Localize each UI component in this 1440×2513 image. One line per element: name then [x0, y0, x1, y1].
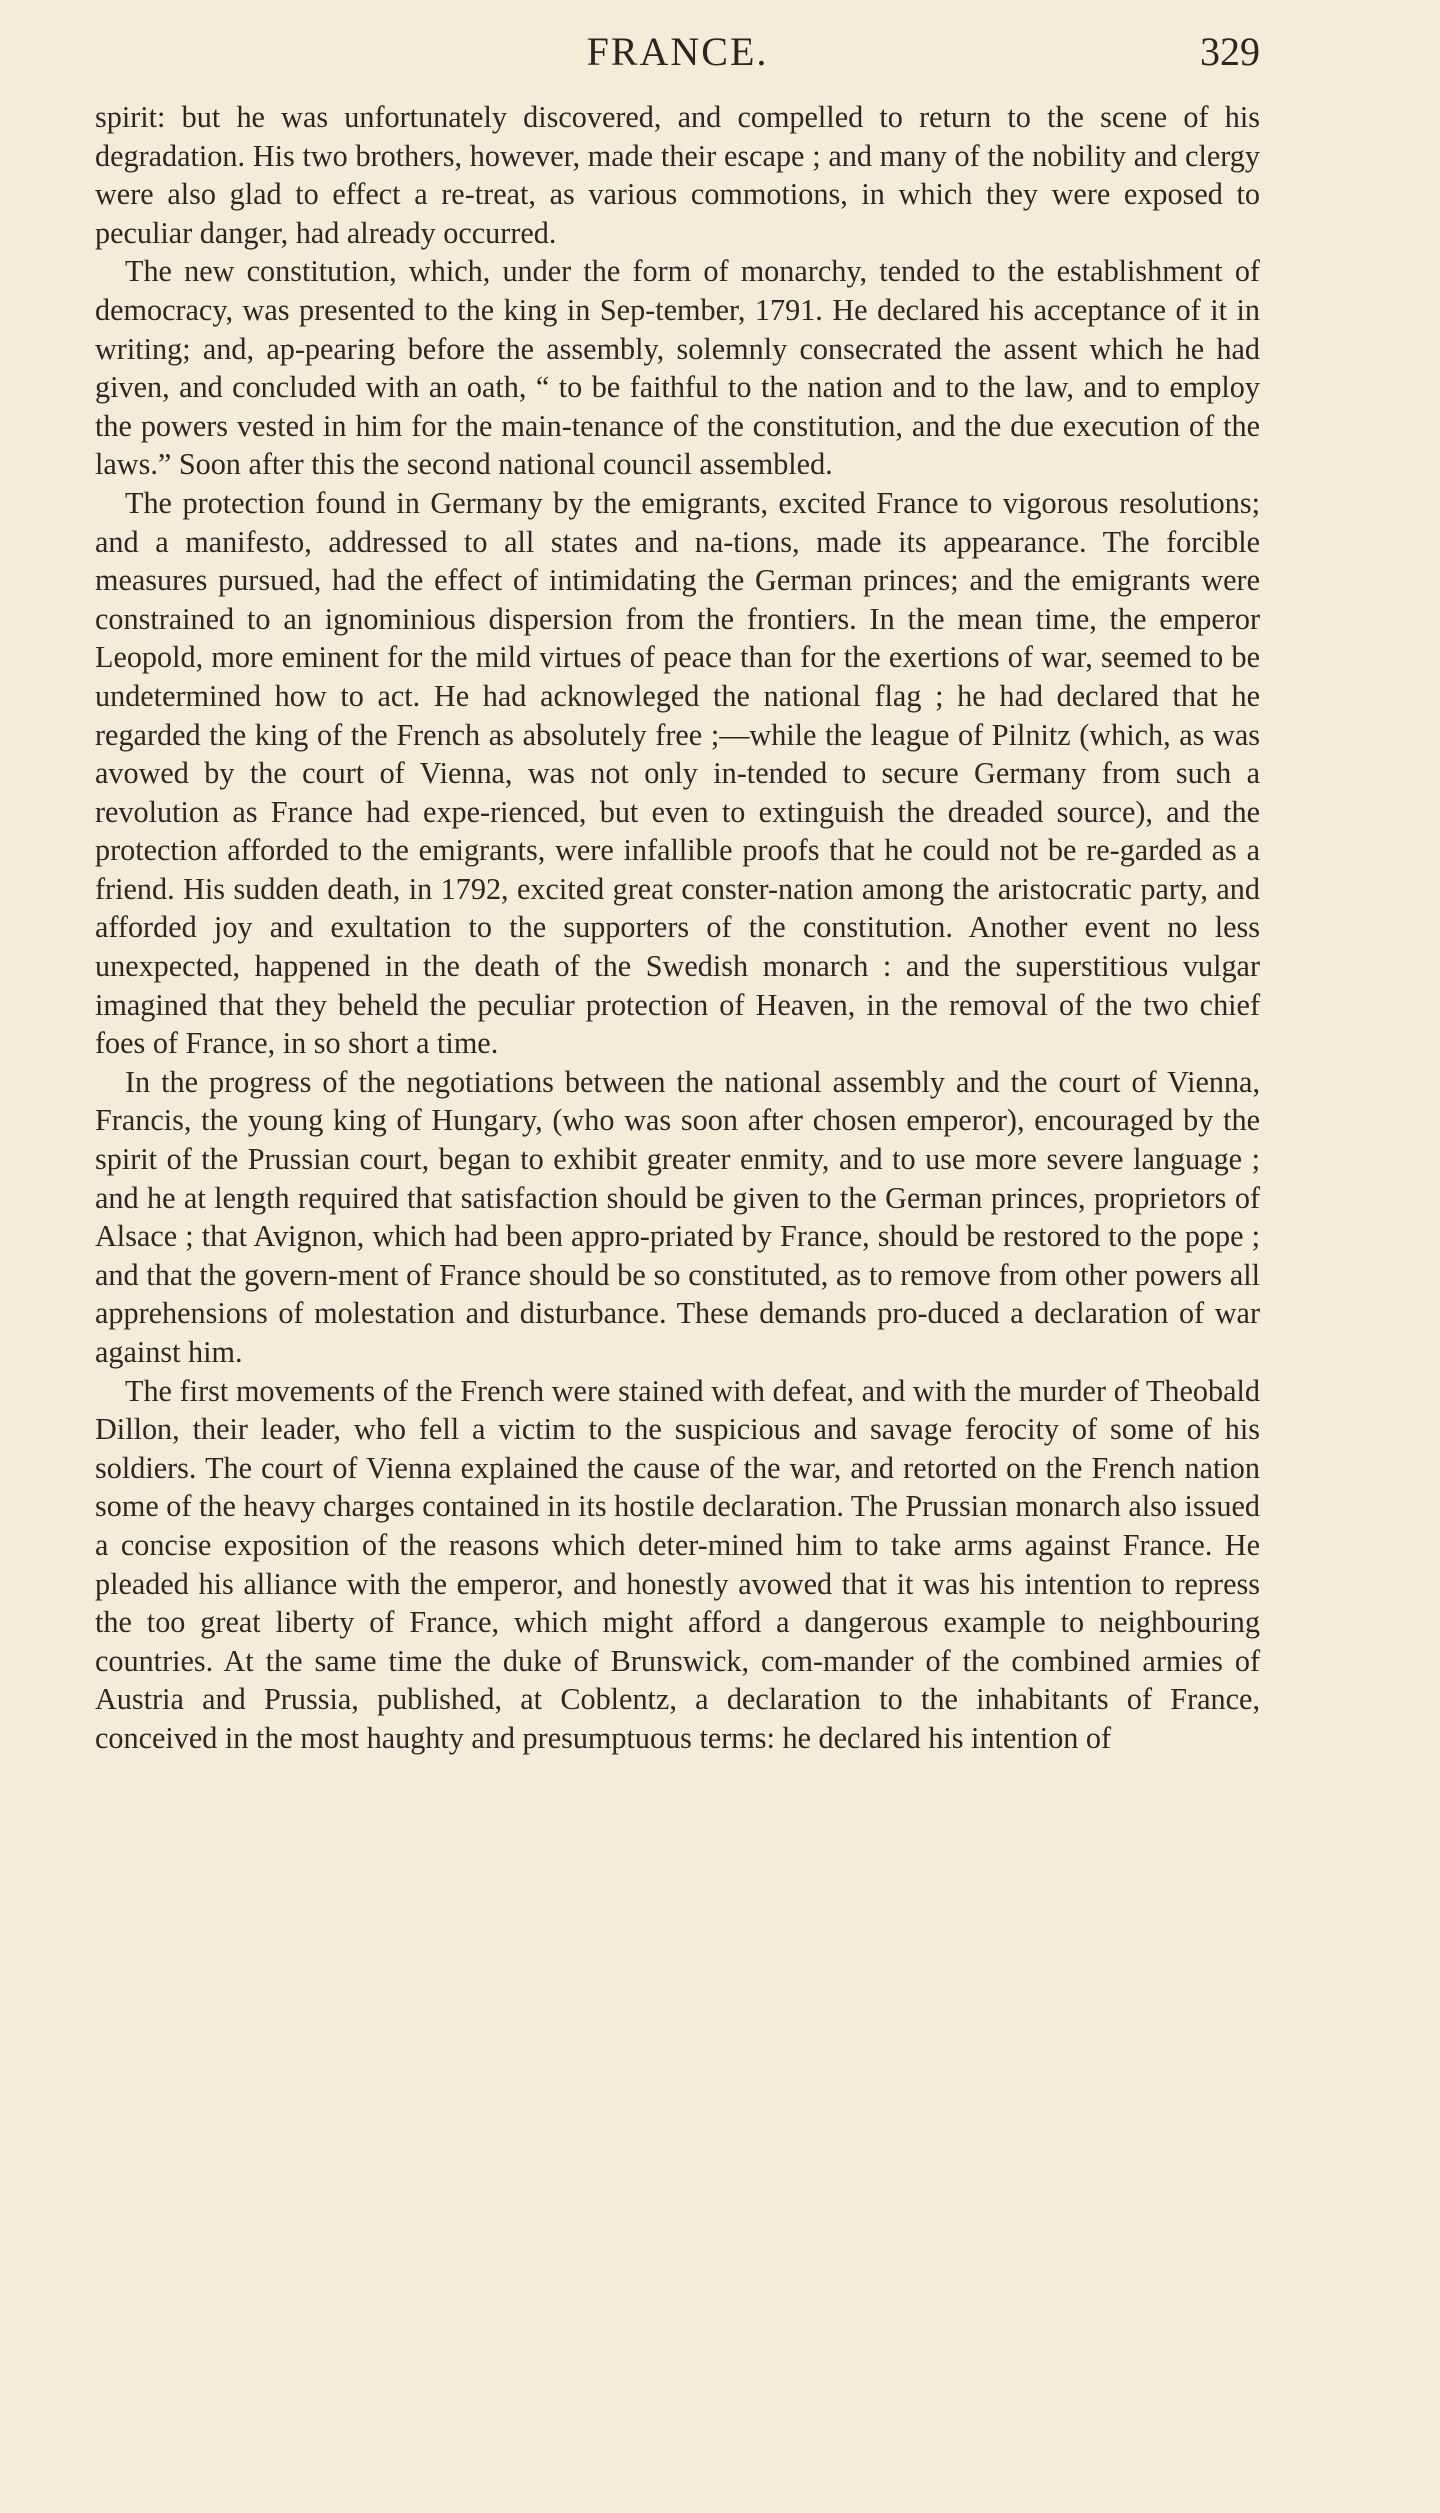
- page-header: [95, 28, 1260, 88]
- running-head: FRANCE.: [586, 29, 769, 74]
- paragraph-1: spirit: but he was unfortunately discovered, and compelled to return to the scene of his degradation. His two brothers, however, made their escape ; and many of the nobility and clergy were also glad to effect a re-treat, as various commotions, in which they were exposed to peculiar danger, had already occurred.: [95, 100, 1260, 250]
- paragraph-4: In the progress of the negotiations between the national assembly and the court of Vienna, Francis, the young king of Hungary, (who was soon after chosen emperor), encouraged by the spirit of the Prussian court, began to exhibit greater enmity, and to use more severe language ; and he at length required that satisfaction should be given to the German princes, proprietors of Alsace ; that Avignon, which had been appro-priated by France, should be restored to the pope ; and that the govern-ment of France should be so constituted, as to remove from other powers all apprehensions of molestation and disturbance. These demands pro-duced a declaration of war against him.: [95, 1064, 1260, 1369]
- paragraph-2: The new constitution, which, under the form of monarchy, tended to the establishment of democracy, was presented to the king in Sep-tember, 1791. He declared his acceptance of it in writing; and, ap-pearing before the assembly, solemnly consecrated the assent which he had given, and concluded with an oath, “ to be faithful to the nation and to the law, and to employ the powers vested in him for the main-tenance of the constitution, and the due execution of the laws.” Soon after this the second national council assembled.: [95, 254, 1260, 482]
- paragraph-5: The first movements of the French were stained with defeat, and with the murder of Theobald Dillon, their leader, who fell a victim to the suspicious and savage ferocity of some of his soldiers. The court of Vienna explained the cause of the war, and retorted on the French nation some of the heavy charges contained in its hostile declaration. The Prussian monarch also issued a concise exposition of the reasons which deter-mined him to take arms against France. He pleaded his alliance with the emperor, and honestly avowed that it was his intention to repress the too great liberty of France, which might afford a dangerous example to neighbouring countries. At the same time the duke of Brunswick, com-mander of the combined armies of Austria and Prussia, published, at Coblentz, a declaration to the inhabitants of France, conceived in the most haughty and presumptuous terms: he declared his intention of: [95, 1373, 1261, 1755]
- body-text: [95, 98, 1260, 1758]
- page-number: 329: [1200, 29, 1260, 74]
- paragraph-3: The protection found in Germany by the emigrants, excited France to vigorous resolutions; and a manifesto, addressed to all states and na-tions, made its appearance. The forcible measures pursued, had the effect of intimidating the German princes; and the emigrants were constrained to an ignominious dispersion from the frontiers. In the mean time, the emperor Leopold, more eminent for the mild virtues of peace than for the exertions of war, seemed to be undetermined how to act. He had acknowleged the national flag ; he had declared that he regarded the king of the French as absolutely free ;—while the league of Pilnitz (which, as was avowed by the court of Vienna, was not only in-tended to secure Germany from such a revolution as France had expe-rienced, but even to extinguish the dreaded source), and the protection afforded to the emigrants, were infallible proofs that he could not be re-garded as a friend. His sudden death, in 1792, excited great conster-nation among the aristocratic party, and afforded joy and exultation to the supporters of the constitution. Another event no less unexpected, happened in the death of the Swedish monarch : and the superstitious vulgar imagined that they beheld the peculiar protection of Heaven, in the removal of the two chief foes of France, in so short a time.: [95, 485, 1260, 1061]
